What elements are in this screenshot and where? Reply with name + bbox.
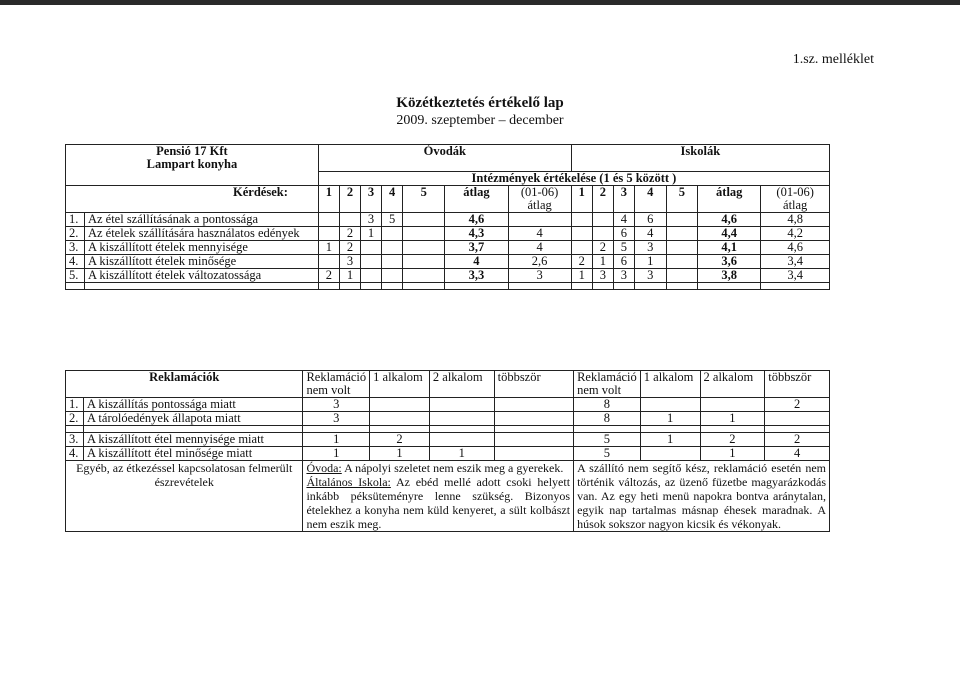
iskola-avg: 3,6 xyxy=(698,254,761,268)
iskolak-header: Iskolák xyxy=(571,145,829,172)
ovoda-count xyxy=(370,398,430,412)
ovoda-avg: 4 xyxy=(445,254,508,268)
iskola-score: 3 xyxy=(634,240,666,254)
col-2: 2 xyxy=(339,185,360,212)
question-row xyxy=(66,226,830,240)
complaint-row xyxy=(66,433,830,447)
iskola-prev-avg: 3,4 xyxy=(761,268,830,282)
ovoda-count xyxy=(494,412,573,426)
kerdesek-header: Kérdések: xyxy=(66,185,319,212)
col-none: Reklamáció nem volt xyxy=(303,371,370,398)
iskola-count xyxy=(765,412,830,426)
col-atlag: átlag xyxy=(698,185,761,212)
iskola-count xyxy=(640,398,700,412)
ovoda-count xyxy=(429,412,494,426)
remarks-label: Egyéb, az étkezéssel kapcsolatosan felmerült észrevételek xyxy=(66,461,303,532)
col-once: 1 alkalom xyxy=(370,371,430,398)
ovoda-count: 1 xyxy=(303,447,370,461)
iskola-count: 1 xyxy=(700,412,765,426)
col-1: 1 xyxy=(571,185,592,212)
evaluation-table xyxy=(65,144,830,290)
iskola-score xyxy=(666,268,698,282)
iskola-count: 8 xyxy=(574,398,641,412)
iskola-score xyxy=(592,212,613,226)
provider-kitchen: Lampart konyha xyxy=(146,157,238,171)
complaints-header-row xyxy=(66,371,830,398)
ovoda-prev-avg: 2,6 xyxy=(508,254,571,268)
iskola-score: 2 xyxy=(592,240,613,254)
ovoda-score: 3 xyxy=(339,254,360,268)
iskola-count: 4 xyxy=(765,447,830,461)
ovoda-score xyxy=(318,254,339,268)
col-prev-atlag: (01-06) átlag xyxy=(508,185,571,212)
ovoda-score: 2 xyxy=(318,268,339,282)
question-row xyxy=(66,268,830,282)
question-label: A kiszállított ételek minősége xyxy=(84,254,318,268)
ovodak-header: Óvodák xyxy=(318,145,571,172)
iskola-score: 4 xyxy=(634,226,666,240)
ovoda-score xyxy=(382,268,403,282)
remarks-school: A szállító nem segítő kész, reklamáció esetén nem történik változás, az üzenő füzetbe magyarázkodás van. Az egy heti menü napokra bontva aránytalan, egyik nap tartalmas másnap éhesek maradnak. A húsok sokszor nagyon kicsik és vékonyak. xyxy=(574,461,830,532)
complaint-row xyxy=(66,412,830,426)
remarks-kindergarten xyxy=(303,461,574,532)
ovoda-count xyxy=(494,447,573,461)
iskola-count: 2 xyxy=(765,398,830,412)
complaint-label: A kiszállítás pontossága miatt xyxy=(83,398,302,412)
complaint-number: 3. xyxy=(66,433,84,447)
iskola-score xyxy=(666,226,698,240)
iskola-prev-avg: 4,6 xyxy=(761,240,830,254)
iskola-count: 8 xyxy=(574,412,641,426)
provider-name: Pensió 17 Kft xyxy=(156,144,228,158)
ovoda-score xyxy=(382,240,403,254)
ovoda-score xyxy=(339,212,360,226)
iskola-score: 1 xyxy=(592,254,613,268)
ovoda-count: 2 xyxy=(370,433,430,447)
ovoda-count xyxy=(494,433,573,447)
ovoda-score xyxy=(318,212,339,226)
iskola-count: 5 xyxy=(574,433,641,447)
provider-cell xyxy=(66,145,319,172)
col-atlag: átlag xyxy=(445,185,508,212)
ovoda-score: 1 xyxy=(361,226,382,240)
iskola-avg: 4,1 xyxy=(698,240,761,254)
col-many: többször xyxy=(494,371,573,398)
question-number: 2. xyxy=(66,226,85,240)
question-number: 4. xyxy=(66,254,85,268)
ovoda-score: 1 xyxy=(339,268,360,282)
ovoda-avg: 4,6 xyxy=(445,212,508,226)
iskola-score: 4 xyxy=(613,212,634,226)
ovoda-count xyxy=(429,398,494,412)
ovoda-score: 1 xyxy=(318,240,339,254)
ovoda-count: 1 xyxy=(429,447,494,461)
iskola-score xyxy=(666,254,698,268)
top-rule xyxy=(0,0,960,5)
iskola-score: 6 xyxy=(613,254,634,268)
ovoda-prev-avg: 4 xyxy=(508,240,571,254)
iskola-score xyxy=(592,226,613,240)
complaints-table xyxy=(65,370,830,532)
question-label: A kiszállított ételek változatossága xyxy=(84,268,318,282)
iskola-count xyxy=(640,447,700,461)
complaint-row xyxy=(66,398,830,412)
ovoda-text: A nápolyi szeletet nem eszik meg a gyerekek. xyxy=(341,461,564,475)
page-title: Közétkeztetés értékelő lap xyxy=(396,95,564,111)
complaint-label: A kiszállított étel minősége miatt xyxy=(83,447,302,461)
ovoda-prev-avg: 3 xyxy=(508,268,571,282)
iskola-score xyxy=(666,212,698,226)
col-5: 5 xyxy=(666,185,698,212)
ovoda-score xyxy=(403,212,445,226)
col-5: 5 xyxy=(403,185,445,212)
complaint-label: A kiszállított étel mennyisége miatt xyxy=(83,433,302,447)
complaint-number: 2. xyxy=(66,412,84,426)
question-row xyxy=(66,212,830,226)
iskola-count xyxy=(700,398,765,412)
question-number: 3. xyxy=(66,240,85,254)
col-4: 4 xyxy=(382,185,403,212)
column-header-row xyxy=(66,185,830,212)
provider-row xyxy=(66,145,830,172)
remarks-row xyxy=(66,461,830,532)
col-4: 4 xyxy=(634,185,666,212)
ovoda-count: 3 xyxy=(303,398,370,412)
ovoda-score xyxy=(403,240,445,254)
spacer-row xyxy=(66,282,830,289)
question-row xyxy=(66,254,830,268)
question-label: Az étel szállításának a pontossága xyxy=(84,212,318,226)
iskola-score: 6 xyxy=(634,212,666,226)
ovoda-score: 5 xyxy=(382,212,403,226)
col-1: 1 xyxy=(318,185,339,212)
iskola-avg: 4,6 xyxy=(698,212,761,226)
ovoda-score: 2 xyxy=(339,226,360,240)
col-none: Reklamáció nem volt xyxy=(574,371,641,398)
iskola-score: 5 xyxy=(613,240,634,254)
col-once: 1 alkalom xyxy=(640,371,700,398)
iskola-score xyxy=(666,240,698,254)
iskola-score: 2 xyxy=(571,254,592,268)
iskola-score: 1 xyxy=(571,268,592,282)
question-row xyxy=(66,240,830,254)
question-number: 5. xyxy=(66,268,85,282)
iskola-count: 2 xyxy=(700,433,765,447)
ovoda-prev-avg xyxy=(508,212,571,226)
ovoda-score: 3 xyxy=(361,212,382,226)
iskola-score: 3 xyxy=(634,268,666,282)
iskola-text: Az ebéd mellé adott csoki helyett inkább péksüteményre lenne szükség. Bizonyos ételekhez a konyha nem küld kenyeret, a sült kolbászt nem eszik meg. xyxy=(306,475,571,531)
ovoda-score xyxy=(403,268,445,282)
annex-ref: 1.sz. melléklet xyxy=(792,52,874,67)
col-twice: 2 alkalom xyxy=(429,371,494,398)
iskola-score xyxy=(571,240,592,254)
iskola-score: 3 xyxy=(613,268,634,282)
iskola-avg: 4,4 xyxy=(698,226,761,240)
col-twice: 2 alkalom xyxy=(700,371,765,398)
iskola-score: 3 xyxy=(592,268,613,282)
ovoda-prefix: Óvoda: xyxy=(306,461,342,475)
ovoda-avg: 3,3 xyxy=(445,268,508,282)
iskola-score xyxy=(571,226,592,240)
iskola-score: 6 xyxy=(613,226,634,240)
complaints-header: Reklamációk xyxy=(66,371,303,398)
ovoda-score xyxy=(318,226,339,240)
iskola-score: 1 xyxy=(634,254,666,268)
ovoda-count: 1 xyxy=(370,447,430,461)
ovoda-score xyxy=(403,226,445,240)
ovoda-score xyxy=(403,254,445,268)
iskola-avg: 3,8 xyxy=(698,268,761,282)
ovoda-avg: 4,3 xyxy=(445,226,508,240)
ovoda-score xyxy=(361,268,382,282)
iskola-prev-avg: 4,2 xyxy=(761,226,830,240)
question-number: 1. xyxy=(66,212,85,226)
ovoda-score: 2 xyxy=(339,240,360,254)
complaint-number: 4. xyxy=(66,447,84,461)
col-many: többször xyxy=(765,371,830,398)
col-3: 3 xyxy=(613,185,634,212)
col-prev-atlag: (01-06) átlag xyxy=(761,185,830,212)
iskola-prev-avg: 4,8 xyxy=(761,212,830,226)
ovoda-score xyxy=(361,240,382,254)
scale-header: Intézmények értékelése (1 és 5 között ) xyxy=(318,171,829,185)
iskola-count: 1 xyxy=(640,433,700,447)
page-subtitle: 2009. szeptember – december xyxy=(396,113,564,128)
ovoda-prev-avg: 4 xyxy=(508,226,571,240)
ovoda-score xyxy=(361,254,382,268)
complaint-label: A tárolóedények állapota miatt xyxy=(83,412,302,426)
iskola-prefix: Általános Iskola: xyxy=(306,475,391,489)
ovoda-count xyxy=(429,433,494,447)
iskola-count: 5 xyxy=(574,447,641,461)
iskola-count: 1 xyxy=(640,412,700,426)
complaint-row xyxy=(66,447,830,461)
question-label: Az ételek szállítására használatos edények xyxy=(84,226,318,240)
iskola-count: 1 xyxy=(700,447,765,461)
ovoda-score xyxy=(382,254,403,268)
col-3: 3 xyxy=(361,185,382,212)
col-2: 2 xyxy=(592,185,613,212)
ovoda-count: 3 xyxy=(303,412,370,426)
iskola-prev-avg: 3,4 xyxy=(761,254,830,268)
ovoda-count xyxy=(370,412,430,426)
iskola-count: 2 xyxy=(765,433,830,447)
ovoda-count: 1 xyxy=(303,433,370,447)
ovoda-count xyxy=(494,398,573,412)
iskola-score xyxy=(571,212,592,226)
complaint-number: 1. xyxy=(66,398,84,412)
ovoda-score xyxy=(382,226,403,240)
ovoda-avg: 3,7 xyxy=(445,240,508,254)
question-label: A kiszállított ételek mennyisége xyxy=(84,240,318,254)
